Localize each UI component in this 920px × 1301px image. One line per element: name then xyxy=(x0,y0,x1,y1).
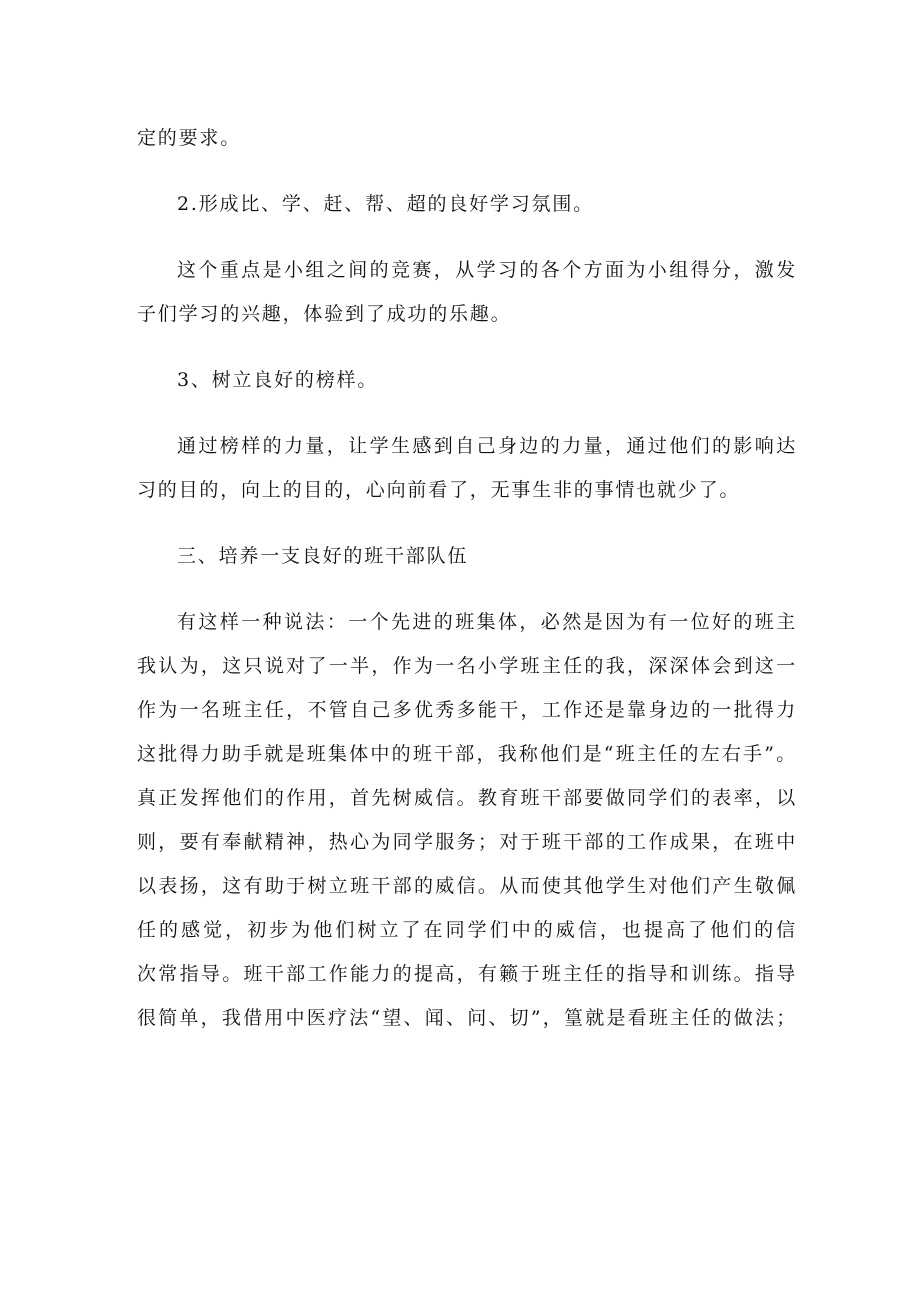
text-line: 定的要求。 xyxy=(137,127,242,149)
text-line: 通过榜样的力量，让学生感到自己身边的力量，通过他们的影响达 xyxy=(177,435,797,457)
text-line: 真正发挥他们的作用，首先树威信。教育班干部要做同学们的表率，以 xyxy=(137,787,797,809)
text-line: 这个重点是小组之间的竞赛，从学习的各个方面为小组得分，激发 xyxy=(177,259,797,281)
text-line: 我认为，这只说对了一半，作为一名小学班主任的我，深深体会到这一 xyxy=(137,655,797,677)
text-line: 以表扬，这有助于树立班干部的威信。从而使其他学生对他们产生敬佩 xyxy=(137,875,797,897)
text-line: 次常指导。班干部工作能力的提高，有籁于班主任的指导和训练。指导 xyxy=(137,963,797,985)
text-line: 子们学习的兴趣，体验到了成功的乐趣。 xyxy=(137,303,512,325)
document-page xyxy=(137,116,797,1040)
text-line: 习的目的，向上的目的，心向前看了，无事生非的事情也就少了。 xyxy=(137,479,741,501)
text-line: 作为一名班主任，不管自己多优秀多能干，工作还是靠身边的一批得力 xyxy=(137,699,797,721)
list-item-heading: 2.形成比、学、赶、帮、超的良好学习氛围。 xyxy=(177,193,594,215)
text-line: 很简单，我借用中医疗法“望、闻、问、切”，篁就是看班主任的做法； xyxy=(137,1007,797,1029)
text-line: 有这样一种说法：一个先进的班集体，必然是因为有一位好的班主 xyxy=(177,611,797,633)
text-line: 任的感觉，初步为他们树立了在同学们中的威信，也提高了他们的信 xyxy=(137,919,797,941)
text-line: 这批得力助手就是班集体中的班干部，我称他们是“班主任的左右手”。 xyxy=(137,743,797,765)
list-item-heading: 3、树立良好的榜样。 xyxy=(177,369,379,391)
text-line: 则，要有奉献精神，热心为同学服务；对于班干部的工作成果，在班中 xyxy=(137,831,797,853)
section-heading: 三、培养一支良好的班干部队伍 xyxy=(177,545,469,567)
